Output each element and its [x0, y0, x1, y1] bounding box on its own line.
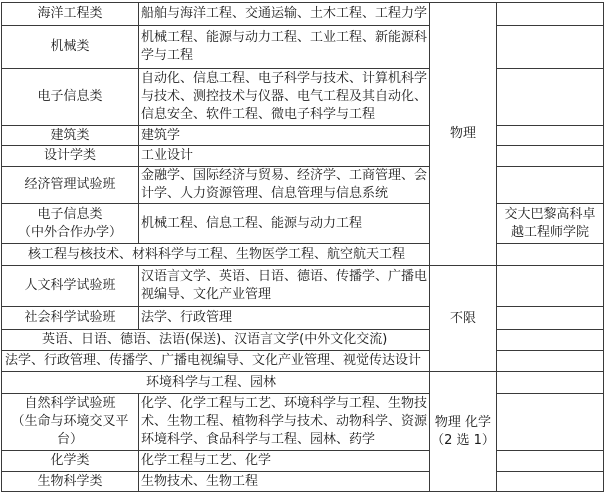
category-ocean-engineering: 海洋工程类 — [1, 2, 139, 26]
majors-architecture: 建筑学 — [138, 125, 430, 146]
majors-electronic-info-joint: 机械工程、信息工程、能源与动力工程 — [138, 203, 430, 244]
category-electronic-info-joint: 电子信息类 （中外合作办学） — [1, 203, 139, 244]
college-paristech: 交大巴黎高科卓 越工程师学院 — [496, 203, 604, 244]
majors-biology: 生物技术、生物工程 — [138, 471, 430, 492]
subject-unlimited: 不限 — [429, 265, 497, 372]
category-design: 设计学类 — [1, 145, 139, 167]
majors-law-media: 法学、行政管理、传播学、广播电视编导、文化产业管理、视觉传达设计 — [1, 350, 430, 372]
college-empty-1 — [496, 2, 604, 26]
majors-natural-science: 化学、化学工程与工艺、环境科学与工程、生物技 术、生物工程、植物科学与技术、动物科学、资源 环境科学、食品科学与工程、园林、药学 — [138, 393, 430, 451]
category-economics-management: 经济管理试验班 — [1, 166, 139, 204]
majors-electronic-information: 自动化、信息工程、电子科学与技术、计算机科学 与技术、测控技术与仪器、电气工程及其自动化、 信息安全、软件工程、微电子科学与工程 — [138, 68, 430, 126]
category-biology: 生物科学类 — [1, 471, 139, 492]
majors-economics-management: 金融学、国际经济与贸易、经济学、工商管理、会 计学、人力资源管理、信息管理与信息系统 — [138, 166, 430, 204]
majors-environment-landscape: 环境科学与工程、园林 — [1, 371, 430, 394]
college-empty-6 — [496, 166, 604, 204]
majors-ocean-engineering: 船舶与海洋工程、交通运输、土木工程、工程力学 — [138, 2, 430, 26]
majors-mechanical: 机械工程、能源与动力工程、工业工程、新能源科 学与工程 — [138, 25, 430, 69]
majors-humanities: 汉语言文学、英语、日语、德语、传播学、广播电 视编导、文化产业管理 — [138, 265, 430, 307]
college-empty-13 — [496, 371, 604, 394]
subject-physics: 物理 — [429, 2, 497, 266]
college-empty-9 — [496, 265, 604, 307]
college-empty-14 — [496, 393, 604, 451]
majors-social-science: 法学、行政管理 — [138, 306, 430, 330]
college-empty-10 — [496, 306, 604, 330]
majors-languages: 英语、日语、德语、法语(保送)、汉语言文学(中外文化交流) — [1, 329, 430, 351]
subject-physics-chemistry: 物理 化学 （2 选 1） — [429, 371, 497, 492]
college-empty-8 — [496, 243, 604, 266]
college-empty-16 — [496, 471, 604, 492]
category-humanities: 人文科学试验班 — [1, 265, 139, 307]
category-chemistry: 化学类 — [1, 450, 139, 472]
college-empty-2 — [496, 25, 604, 69]
category-natural-science: 自然科学试验班 （生命与环境交叉平台） — [1, 393, 139, 451]
college-empty-3 — [496, 68, 604, 126]
college-empty-11 — [496, 329, 604, 351]
college-empty-4 — [496, 125, 604, 146]
majors-chemistry: 化学工程与工艺、化学 — [138, 450, 430, 472]
majors-nuclear-materials: 核工程与核技术、材料科学与工程、生物医学工程、航空航天工程 — [1, 243, 430, 266]
college-empty-15 — [496, 450, 604, 472]
category-architecture: 建筑类 — [1, 125, 139, 146]
category-social-science: 社会科学试验班 — [1, 306, 139, 330]
majors-design: 工业设计 — [138, 145, 430, 167]
college-empty-5 — [496, 145, 604, 167]
college-empty-12 — [496, 350, 604, 372]
category-mechanical: 机械类 — [1, 25, 139, 69]
category-electronic-information: 电子信息类 — [1, 68, 139, 126]
